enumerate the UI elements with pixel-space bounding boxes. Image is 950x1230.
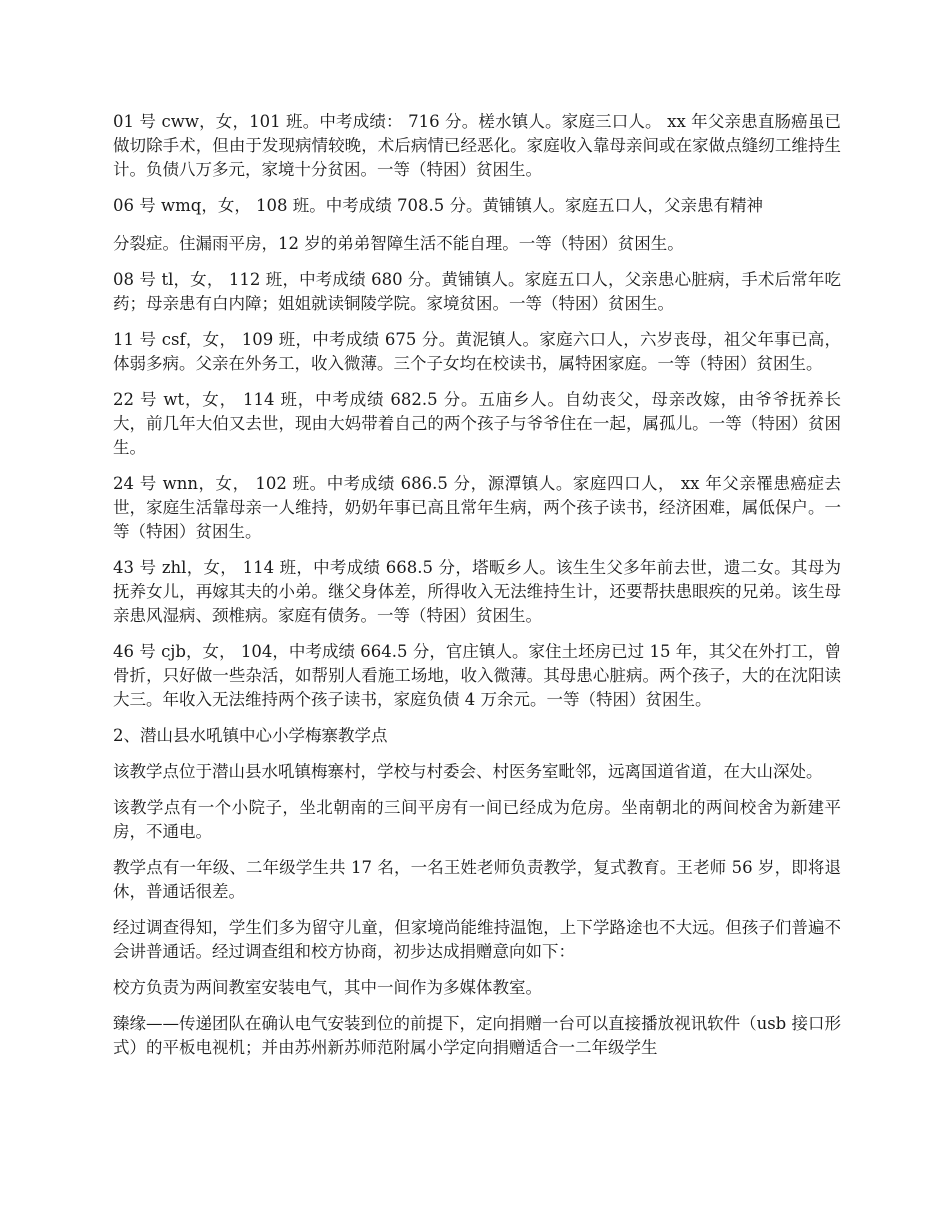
section-heading: 2、潜山县水吼镇中心小学梅寨教学点 [113, 726, 388, 745]
school-buildings-paragraph: 该教学点有一个小院子，坐北朝南的三间平房有一间已经成为危房。坐南朝北的两间校舍为新建平房，不通电。 [113, 798, 841, 841]
student-entry-43: 43 号 zhl，女， 114 班，中考成绩 668.5 分，塔畈乡人。该生生父多年前去世，遗二女。其母为抚养女儿，再嫁其夫的小弟。继父身体差，所得收入无法维持生计，还要帮扶患眼疾的兄弟。该生母亲患风湿病、颈椎病。家庭有债务。一等（特困）贫困生。 [113, 558, 841, 625]
donation-plan-paragraph: 臻缘——传递团队在确认电气安装到位的前提下，定向捐赠一台可以直接播放视讯软件（usb 接口形式）的平板电视机；并由苏州新苏师范附属小学定向捐赠适合一二年级学生 [113, 1014, 841, 1057]
school-responsibility-paragraph: 校方负责为两间教室安装电气，其中一间作为多媒体教室。 [113, 978, 542, 997]
document-page [113, 110, 841, 1072]
student-entry-24: 24 号 wnn，女， 102 班。中考成绩 686.5 分，源潭镇人。家庭四口人， xx 年父亲罹患癌症去世，家庭生活靠母亲一人维持，奶奶年事已高且常年生病，两个孩子读书，经济困难，属低保户。一等（特困）贫困生。 [113, 474, 841, 541]
survey-findings-paragraph: 经过调查得知，学生们多为留守儿童，但家境尚能维持温饱，上下学路途也不大远。但孩子们普遍不会讲普通话。经过调查组和校方协商，初步达成捐赠意向如下： [113, 918, 841, 961]
student-entry-46: 46 号 cjb，女， 104，中考成绩 664.5 分，官庄镇人。家住土坯房已过 15 年，其父在外打工，曾骨折，只好做一些杂活，如帮别人看施工场地，收入微薄。其母患心脏病。两个孩子，大的在沈阳读大三。年收入无法维持两个孩子读书，家庭负债 4 万余元。一等（特困）贫困生。 [113, 642, 841, 709]
student-entry-08: 08 号 tl，女， 112 班，中考成绩 680 分。黄铺镇人。家庭五口人，父亲患心脏病，手术后常年吃药；母亲患有白内障；姐姐就读铜陵学院。家境贫困。一等（特困）贫困生。 [113, 270, 841, 313]
student-entry-01: 01 号 cww，女，101 班。中考成绩： 716 分。槎水镇人。家庭三口人。 xx 年父亲患直肠癌虽已做切除手术，但由于发现病情较晚，术后病情已经恶化。家庭收入靠母亲间或在家做点缝纫工维持生计。负债八万多元，家境十分贫困。一等（特困）贫困生。 [113, 112, 841, 179]
school-location-paragraph: 该教学点位于潜山县水吼镇梅寨村，学校与村委会、村医务室毗邻，远离国道省道，在大山深处。 [113, 762, 823, 781]
school-students-paragraph: 教学点有一年级、二年级学生共 17 名，一名王姓老师负责教学，复式教育。王老师 56 岁，即将退休，普通话很差。 [113, 858, 841, 901]
student-entry-06-line1: 06 号 wmq，女， 108 班。中考成绩 708.5 分。黄铺镇人。家庭五口人，父亲患有精神 [113, 196, 764, 215]
student-entry-22: 22 号 wt，女， 114 班，中考成绩 682.5 分。五庙乡人。自幼丧父，母亲改嫁，由爷爷抚养长大，前几年大伯又去世，现由大妈带着自己的两个孩子与爷爷住在一起，属孤儿。一等（特困）贫困生。 [113, 390, 841, 457]
student-entry-06-line2: 分裂症。住漏雨平房，12 岁的弟弟智障生活不能自理。一等（特困）贫困生。 [113, 234, 684, 253]
student-entry-11: 11 号 csf，女， 109 班，中考成绩 675 分。黄泥镇人。家庭六口人，六岁丧母，祖父年事已高，体弱多病。父亲在外务工，收入微薄。三个子女均在校读书，属特困家庭。一等（特困）贫困生。 [113, 330, 841, 373]
